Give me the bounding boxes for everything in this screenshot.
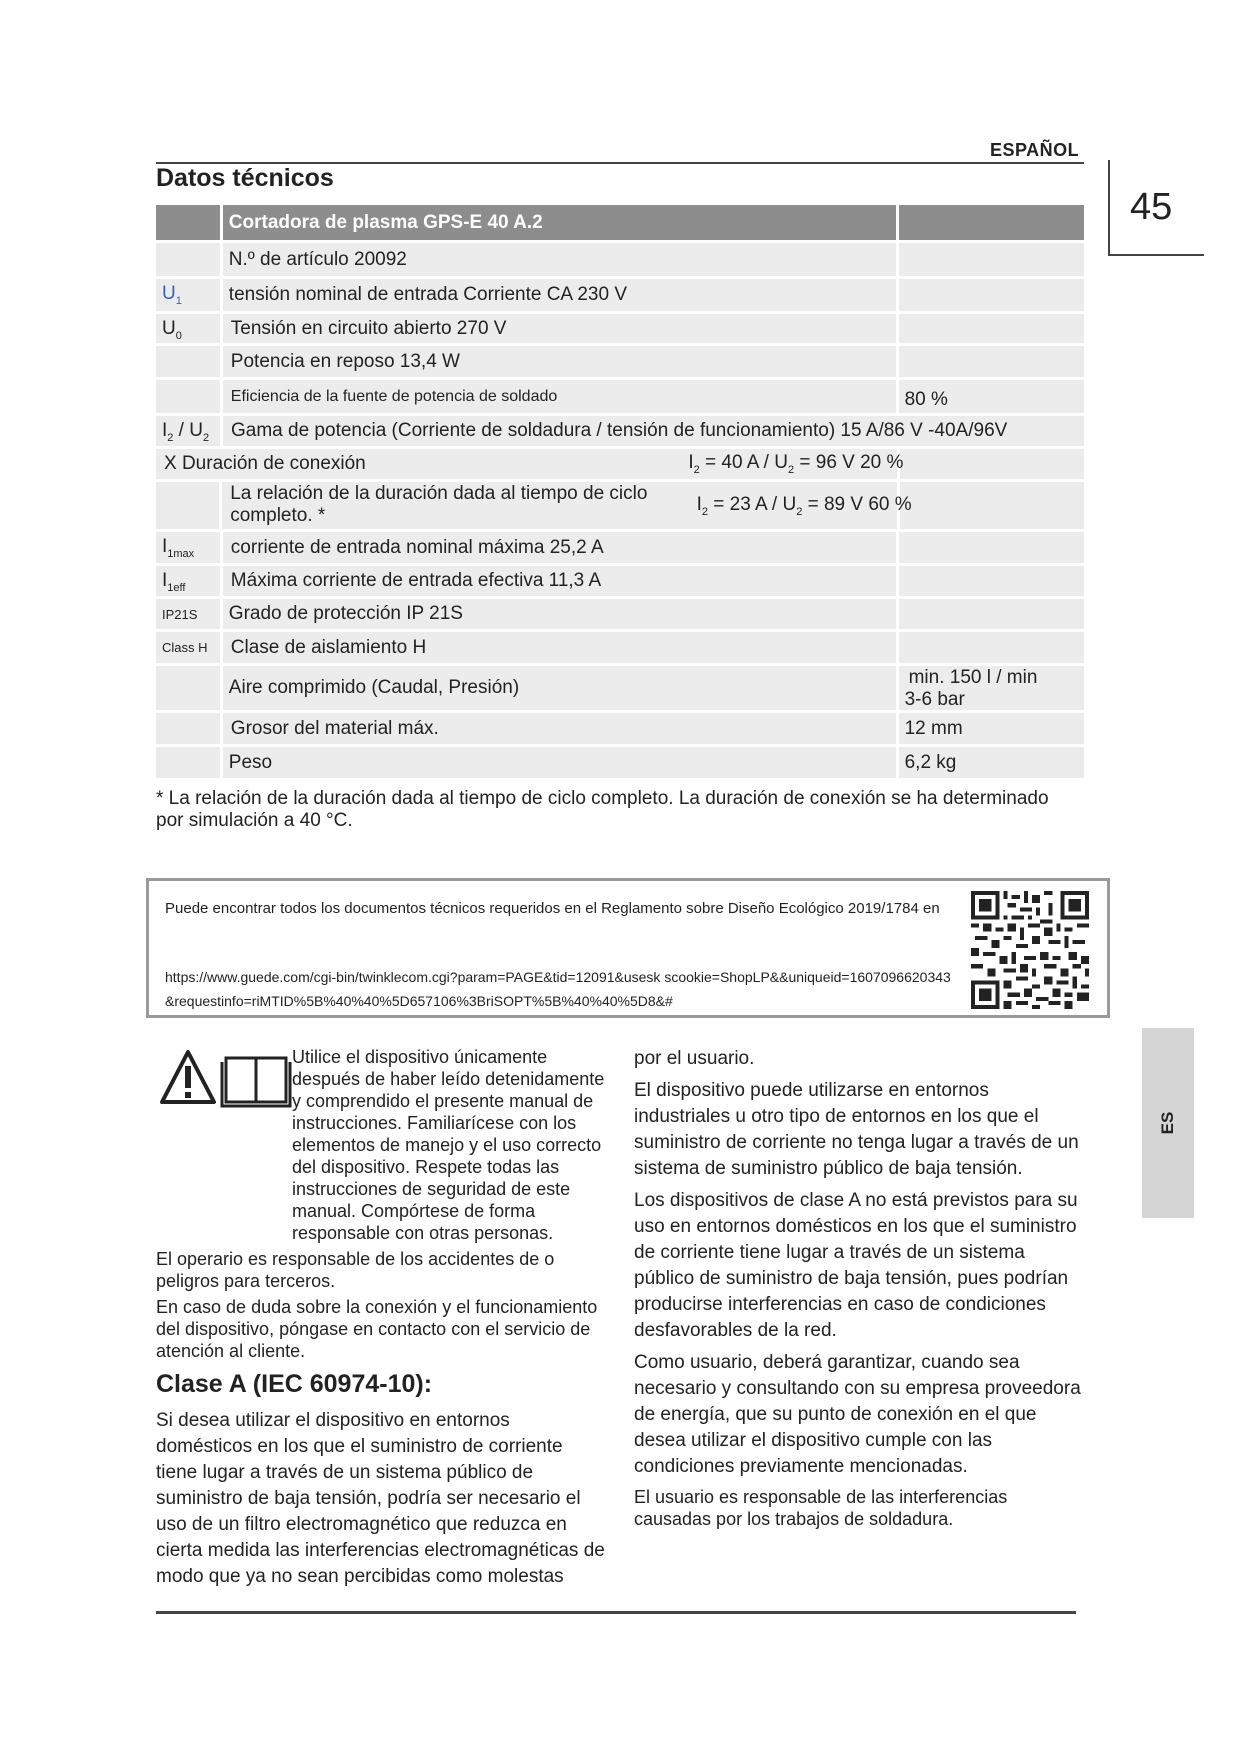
qr-code-icon[interactable] bbox=[971, 891, 1089, 1009]
right-p5: El usuario es responsable de las interferencias causadas por los trabajos de soldadura. bbox=[634, 1487, 1008, 1529]
section-title: Datos técnicos bbox=[156, 164, 334, 192]
table-row: La relación de la duración dada al tiempo de ciclo completo. * $I_2 = 23$ $A / U_2 = 89$ V 60 % bbox=[156, 482, 1084, 532]
table-row: $I_{1eff}$ Máxima corriente de entrada efectiva 11,3 A bbox=[156, 566, 1084, 599]
table-header-title: Cortadora de plasma GPS-E 40 A.2 bbox=[228, 211, 543, 233]
table-row: $U_0$ Tensión en circuito abierto 270 V bbox=[156, 314, 1084, 346]
footnote: * La relación de la duración dada al tiempo de ciclo completo. La duración de conexión se ha determinado por simulación a 40 °C. bbox=[156, 788, 1049, 831]
spec-table bbox=[156, 205, 1084, 781]
right-p1: por el usuario. bbox=[634, 1048, 755, 1069]
table-header-row bbox=[156, 205, 1084, 243]
right-p3: Los dispositivos de clase A no está previstos para su uso en entornos domésticos en los que el suministro de corriente tiene lugar a través de un sistema público de suministro de baja tensión, pues podrían producirse interferencias en caso de condiciones desfavorables de la red. bbox=[634, 1190, 1078, 1341]
table-row: N.º de artículo 20092 bbox=[156, 243, 1084, 279]
table-row: Grosor del material máx. 12 mm bbox=[156, 713, 1084, 747]
table-row: $U_1$ tensión nominal de entrada Corriente CA 230 V bbox=[156, 279, 1084, 314]
table-row: Potencia en reposo 13,4 W bbox=[156, 346, 1084, 380]
table-row: Peso 6,2 kg bbox=[156, 747, 1084, 781]
table-row: IP21S Grado de protección IP 21S bbox=[156, 599, 1084, 632]
language-tab-label: ES bbox=[1158, 1111, 1177, 1135]
intro-p2: El operario es responsable de los accidentes de o peligros para terceros. bbox=[156, 1249, 555, 1291]
right-p4: Como usuario, deberá garantizar, cuando sea necesario y consultando con su empresa proveedora de energía, que su punto de conexión en el que desea utilizar el dispositivo cumple con las condiciones previamente mencionadas. bbox=[634, 1352, 1081, 1477]
page-number: 45 bbox=[1130, 186, 1173, 228]
info-url-link[interactable]: https://www.guede.com/cgi-bin/twinklecom.cgi?param=PAGE&tid=12091&usesk scookie=ShopLP&&uniqueid=1607096620343&requestinfo=riMTID%5B%40%40%5D657106%3BriSOPT%5B%40%40%5D8&# bbox=[165, 969, 951, 1009]
page-number-box bbox=[1108, 160, 1204, 256]
table-row: Aire comprimido (Caudal, Presión) min. 150 l / min 3-6 bar bbox=[156, 666, 1084, 713]
info-box bbox=[146, 878, 1110, 1018]
bottom-rule bbox=[156, 1611, 1076, 1614]
language-side-tab bbox=[1142, 1028, 1194, 1218]
right-column bbox=[634, 1046, 1082, 1536]
intro-p1: Utilice el dispositivo únicamente después de haber leído detenidamente y comprendido el presente manual de instrucciones. Familiarícese con los elementos de manejo y el uso correcto del dispositivo. Respete todas las instrucciones de seguridad de este manual. Compórtese de forma responsable con otras personas. bbox=[292, 1047, 605, 1243]
class-a-text: Si desea utilizar el dispositivo en entornos domésticos en los que el suministro de corriente tiene lugar a través de un sistema público de suministro de baja tensión, podría ser necesario el uso de un filtro electromagnético que reduzca en cierta medida las interferencias electromagnéticas de modo que ya no sean percibidas como molestas bbox=[156, 1410, 605, 1587]
right-p2: El dispositivo puede utilizarse en entornos industriales u otro tipo de entornos en los que el suministro de corriente no tenga lugar a través de un sistema de suministro público de baja tensión. bbox=[634, 1080, 1079, 1179]
class-a-heading: Clase A (IEC 60974-10): bbox=[156, 1370, 433, 1398]
table-row: $I_{1max}$ corriente de entrada nominal máxima 25,2 A bbox=[156, 532, 1084, 566]
language-header: ESPAÑOL bbox=[990, 140, 1080, 160]
info-text: Puede encontrar todos los documentos técnicos requeridos en el Reglamento sobre Diseño Ecológico 2019/1784 en bbox=[165, 900, 940, 917]
table-row: Eficiencia de la fuente de potencia de soldado 80 % bbox=[156, 380, 1084, 416]
table-row: X Duración de conexión $I_2 = 40$ $A / U_2 = 96$ V 20 % bbox=[156, 449, 1084, 482]
table-row: Class H Clase de aislamiento H bbox=[156, 632, 1084, 666]
table-row: $I_2 / U_2$ Gama de potencia (Corriente de soldadura / tensión de funcionamiento) 15 A/86 V -40A/96V bbox=[156, 416, 1084, 449]
intro-p3: En caso de duda sobre la conexión y el funcionamiento del dispositivo, póngase en contacto con el servicio de atención al cliente. bbox=[156, 1297, 598, 1361]
intro-text bbox=[156, 1046, 608, 1366]
